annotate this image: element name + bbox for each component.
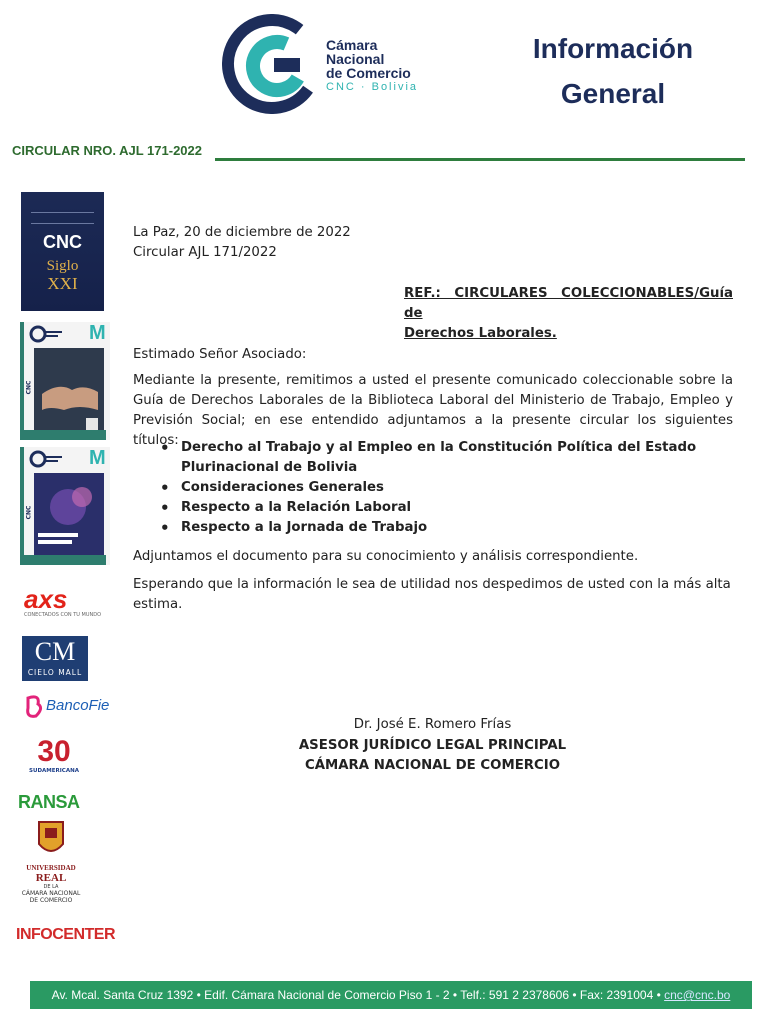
university-org-1: CÁMARA NACIONAL: [21, 890, 81, 897]
sudamericana-anniversary: 30: [37, 735, 71, 768]
cover-rule: [31, 212, 94, 224]
logo-line-2: Nacional: [326, 51, 385, 67]
circular-reference: Circular AJL 171/2022: [133, 245, 277, 260]
axs-tagline: CONECTADOS CON TU MUNDO: [24, 612, 102, 618]
logo-line-3: de Comercio: [326, 65, 411, 81]
signature-organization: CÁMARA NACIONAL DE COMERCIO: [304, 758, 561, 773]
page-title-line-1: Información: [532, 33, 694, 64]
bancofie-logo: [24, 694, 110, 718]
body-paragraph-1: Mediante la presente, remitimos a usted el presente comunicado coleccionable sobre la Guía de Derechos Laborales de la Biblioteca Laboral del Ministerio de Trabajo, Empleo y Previsión Social; en ese entendido adjuntamos a la presente circular los siguientes títulos:: [133, 373, 733, 448]
universidad-real-logo: [16, 820, 86, 904]
body-paragraph-3: Esperando que la información le sea de utilidad nos despedimos de usted con la más alta estima.: [133, 577, 731, 612]
list-item: • Respecto a la Relación Laboral: [181, 498, 733, 518]
university-org-2: DE COMERCIO: [29, 897, 73, 904]
signature-name: Dr. José E. Romero Frías: [353, 717, 512, 732]
cover-title: [21, 258, 104, 292]
cielo-mall-logo: [22, 636, 88, 681]
bancofie-wordmark: BancoFie: [46, 697, 110, 714]
magazine-cover-1: [20, 322, 110, 440]
magazine-cover-2: [20, 447, 110, 565]
magazine-letter: M: [89, 322, 106, 344]
cielo-mall-monogram: CM: [34, 637, 76, 666]
cnc-siglo-xxi-cover: [21, 192, 104, 311]
sudamericana-name: SUDAMERICANA: [29, 768, 79, 774]
footer-email-link[interactable]: cnc@cnc.bo: [664, 988, 731, 1002]
magazine-letter: M: [89, 447, 106, 469]
header-divider: [215, 158, 745, 161]
letter-date: La Paz, 20 de diciembre de 2022: [133, 225, 351, 240]
reference-line: [404, 284, 733, 344]
axs-wordmark: axs: [24, 584, 68, 614]
cnc-logo-mark-icon: [222, 14, 322, 114]
sudamericana-logo: [28, 736, 80, 774]
bancofie-mark-icon: [24, 694, 44, 718]
ransa-logo: RANSA: [18, 792, 80, 812]
circular-number: CIRCULAR NRO. AJL 171-2022: [12, 143, 202, 158]
axs-logo: [24, 584, 102, 618]
cover-title-line-2: XXI: [47, 274, 78, 293]
page-title-line-2: General: [560, 78, 666, 109]
reference-line-2: Derechos Laborales.: [404, 326, 557, 341]
magazine-side-label: CNC: [25, 380, 33, 395]
greeting: Estimado Señor Asociado:: [133, 347, 307, 362]
reference-line-1: REF.: CIRCULARES COLECCIONABLES/Guía de: [404, 286, 733, 321]
university-name: UNIVERSIDAD: [26, 864, 76, 872]
footer-bar: [30, 981, 752, 1009]
signature-role: ASESOR JURÍDICO LEGAL PRINCIPAL: [298, 738, 567, 753]
cnc-logo: [222, 14, 432, 114]
cover-brand: CNC: [43, 232, 82, 252]
page-title: [505, 26, 721, 116]
magazine-side-label: CNC: [25, 505, 33, 520]
cover-title-line-1: Siglo: [46, 258, 79, 274]
list-item: • Respecto a la Jornada de Trabajo: [181, 518, 733, 538]
infocenter-logo: INFOCENTER: [16, 926, 115, 943]
body-paragraph-2: Adjuntamos el documento para su conocimiento y análisis correspondiente.: [133, 549, 639, 564]
cielo-mall-name: CIELO MALL: [27, 668, 83, 677]
list-item: • Derecho al Trabajo y al Empleo en la Constitución Política del Estado Plurinacional de Bolivia: [181, 438, 733, 478]
footer-address: Av. Mcal. Santa Cruz 1392 • Edif. Cámara Nacional de Comercio Piso 1 - 2 • Telf.: 591 2 2378606 • Fax: 2391004 •: [51, 988, 665, 1002]
logo-subtitle: CNC · Bolivia: [326, 81, 419, 93]
titles-list: [133, 438, 733, 538]
university-de-la: DE LA: [43, 884, 59, 890]
list-item: • Consideraciones Generales: [181, 478, 733, 498]
logo-line-1: Cámara: [326, 37, 378, 53]
university-real: REAL: [35, 872, 67, 884]
university-crest-icon: [37, 820, 65, 860]
logo-wordmark: [326, 38, 411, 80]
